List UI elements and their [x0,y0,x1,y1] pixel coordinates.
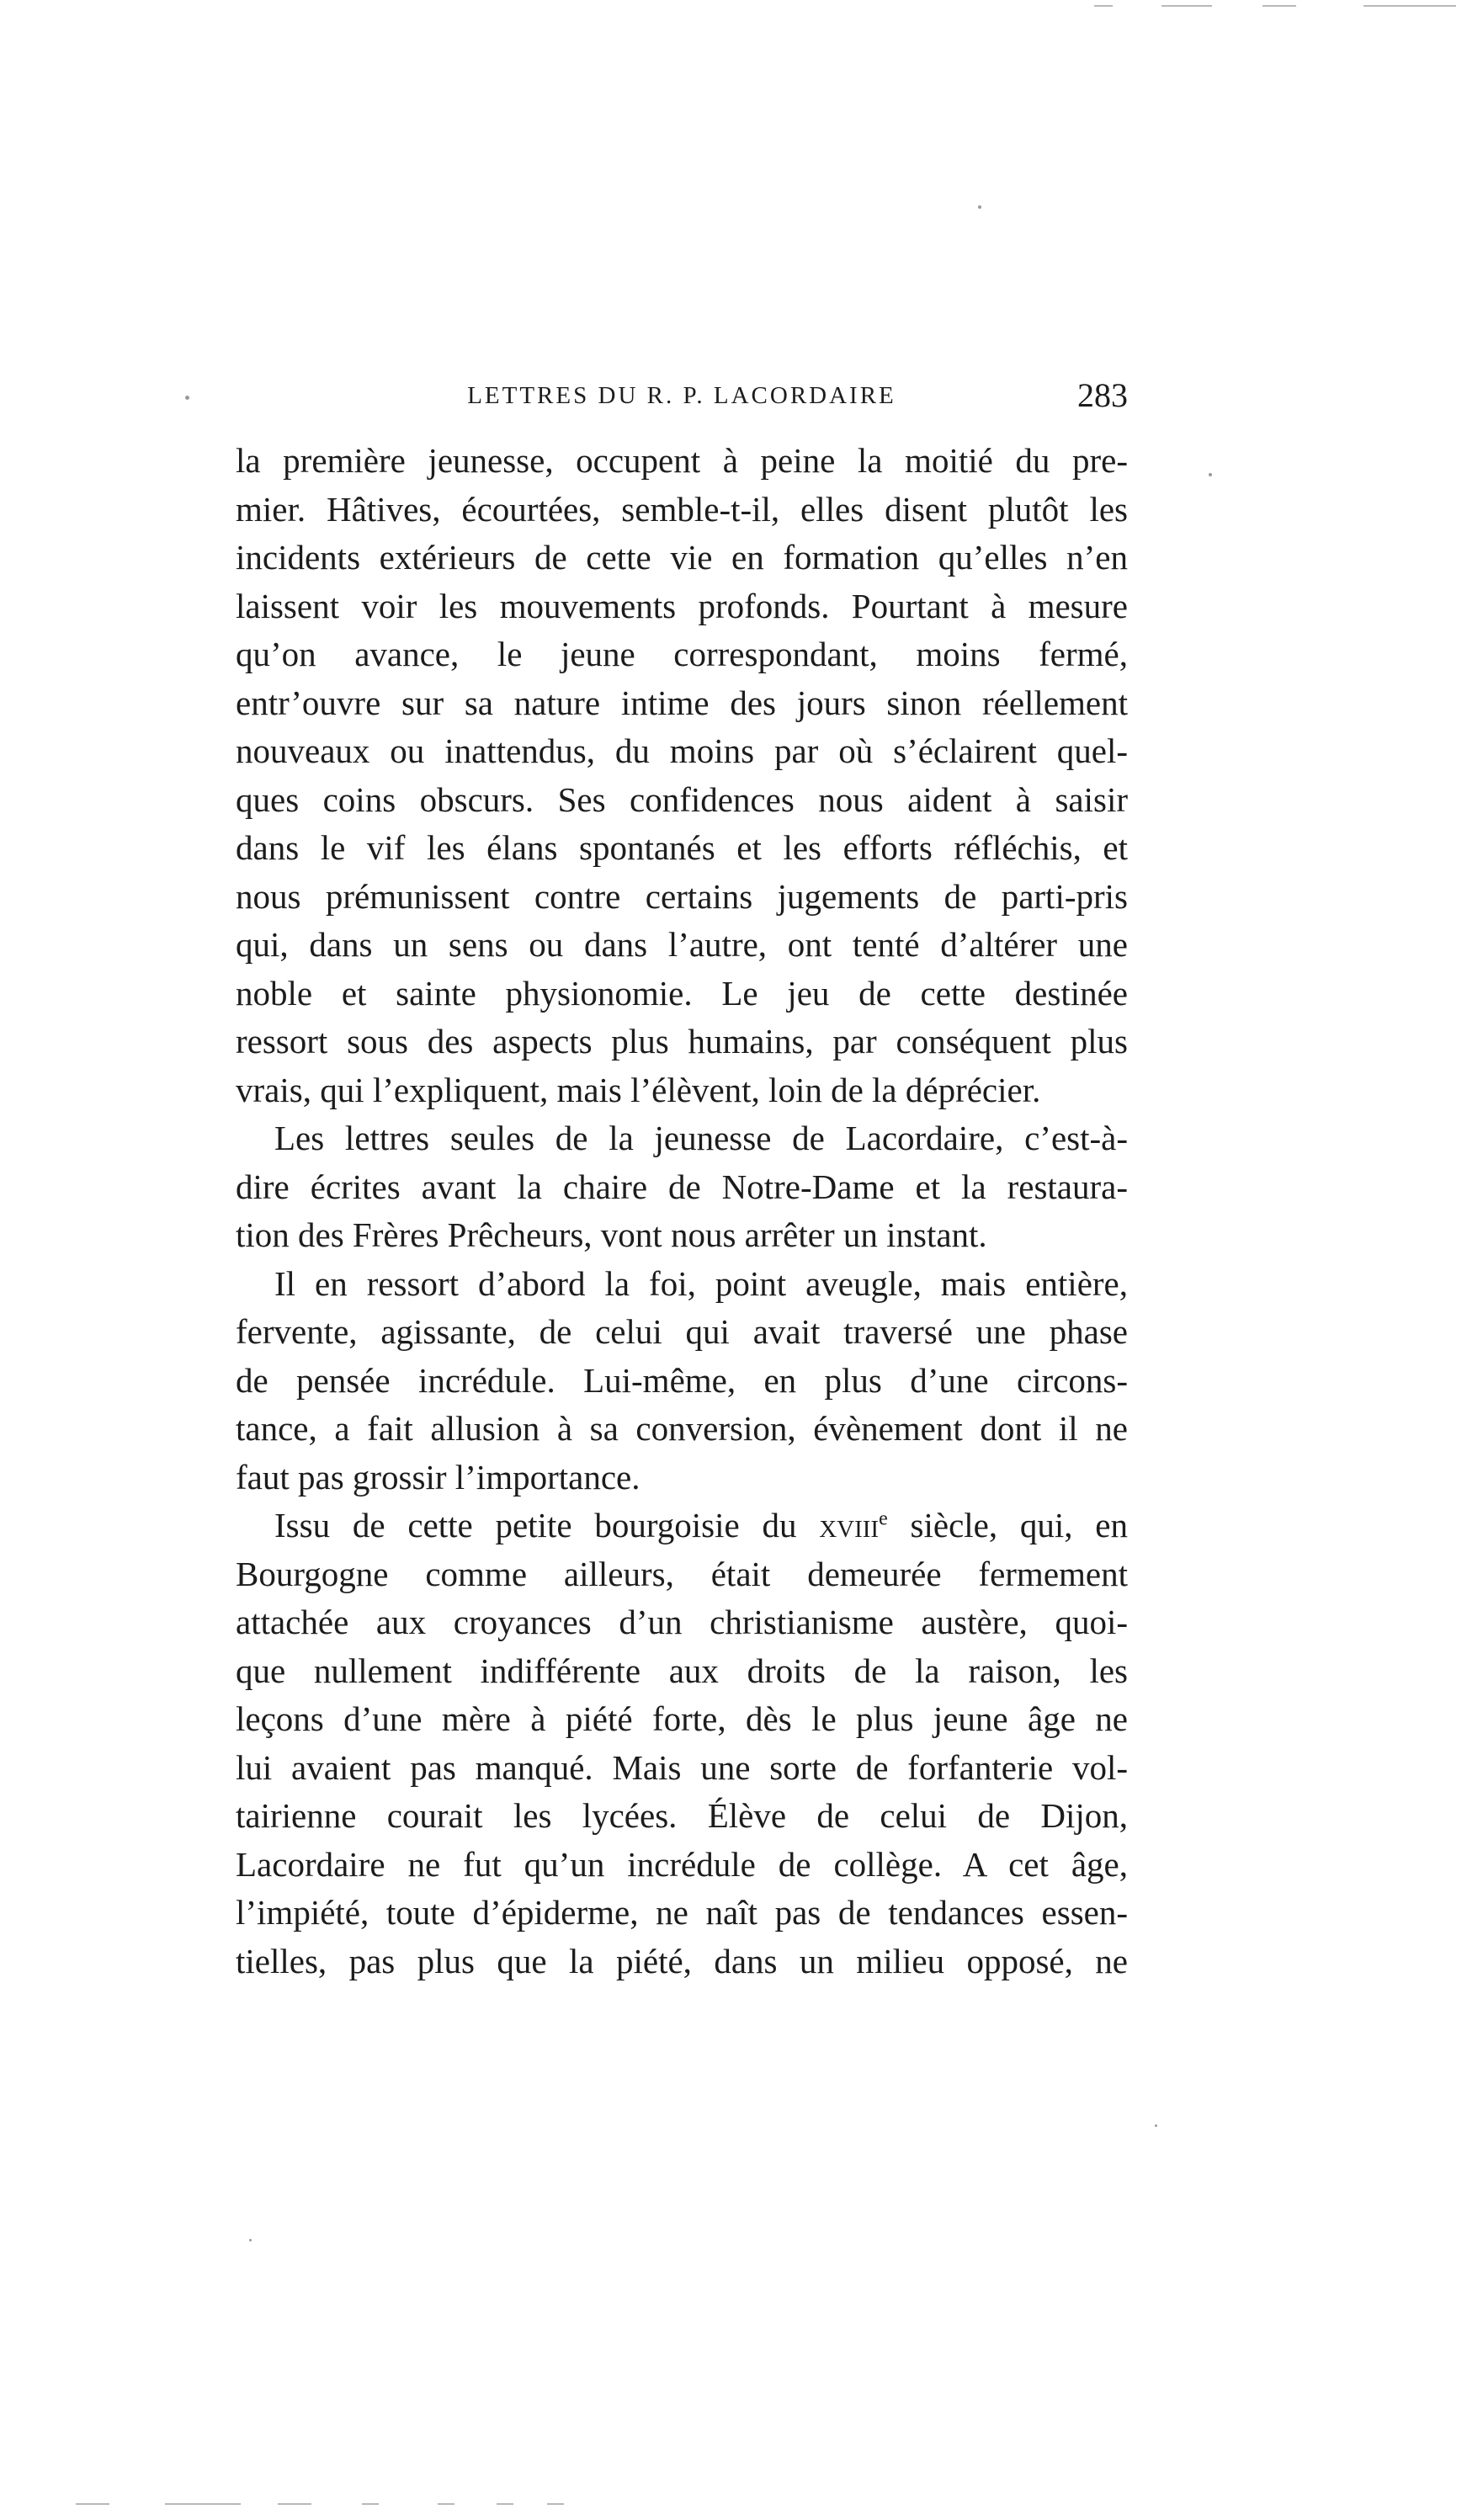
text-line: nouveaux ou inattendus, du moins par où s’éclairent quel- [236,731,1128,770]
line-segment: siècle, qui, en [887,1506,1129,1544]
text-line: noble et sainte physionomie. Le jeu de cette destinée [236,973,1128,1013]
text-line: nous prémunissent contre certains jugements de parti-pris [236,876,1128,916]
running-head: LETTRES DU R. P. LACORDAIRE [467,382,896,409]
text-line: Lacordaire ne fut qu’un incrédule de collège. A cet âge, [236,1844,1128,1884]
text-line: laissent voir les mouvements profonds. Pourtant à mesure [236,586,1128,625]
scan-edge-mark [362,2503,379,2505]
scan-edge-mark [547,2503,564,2505]
text-line: mier. Hâtives, écourtées, semble-t-il, elles disent plutôt les [236,489,1128,529]
page-number: 283 [1077,376,1128,414]
text-line: entr’ouvre sur sa nature intime des jours sinon réellement [236,683,1128,722]
text-line: que nullement indifférente aux droits de la raison, les [236,1651,1128,1690]
text-line: lui avaient pas manqué. Mais une sorte de forfanterie vol- [236,1747,1128,1787]
paragraph-start-line [236,1502,1128,1550]
text-line: qu’on avance, le jeune correspondant, moins fermé, [236,635,1128,673]
superscript-e: e [879,1507,888,1530]
text-line: la première jeunesse, occupent à peine la moitié du pre- [236,441,1128,480]
text-line: ques coins obscurs. Ses confidences nous aident à saisir [236,779,1128,819]
text-line: faut pas grossir l’importance. [236,1457,641,1497]
scan-edge-mark [76,2503,109,2505]
text-line: attachée aux croyances d’un christianisme austère, quoi- [236,1603,1128,1641]
text-line: fervente, agissante, de celui qui avait traversé une phase [236,1312,1128,1351]
text-line: ressort sous des aspects plus humains, par conséquent plus [236,1022,1128,1061]
page-header [236,370,1128,421]
body-text [236,437,1128,1986]
scan-edge-mark [278,2503,311,2505]
text-line: vrais, qui l’expliquent, mais l’élèvent, loin de la déprécier. [236,1070,1041,1109]
text-line: tance, a fait allusion à sa conversion, évènement dont il ne [236,1409,1128,1448]
scan-speck [249,2239,252,2241]
scan-speck [978,205,981,209]
text-line: leçons d’une mère à piété forte, dès le plus jeune âge ne [236,1699,1128,1738]
text-line: qui, dans un sens ou dans l’autre, ont tenté d’altérer une [236,925,1128,964]
scan-speck [1155,2124,1157,2127]
text-line: dire écrites avant la chaire de Notre-Dame et la restaura- [236,1167,1128,1206]
century-numeral: xviii [819,1506,880,1544]
text-line: tion des Frères Prêcheurs, vont nous arrêter un instant. [236,1215,987,1254]
text-line: Bourgogne comme ailleurs, était demeurée fermement [236,1554,1128,1593]
text-line: tielles, pas plus que la piété, dans un milieu opposé, ne [236,1941,1128,1980]
scan-edge-mark [1094,5,1113,7]
text-line: tairienne courait les lycées. Élève de celui de Dijon, [236,1796,1128,1835]
scan-speck [1209,473,1212,476]
scan-edge-mark [1161,5,1212,7]
text-line: incidents extérieurs de cette vie en formation qu’elles n’en [236,538,1128,577]
paragraph-start-line: Les lettres seules de la jeunesse de Lacordaire, c’est-à- [274,1119,1128,1157]
text-line: de pensée incrédule. Lui-même, en plus d’une circons- [236,1360,1128,1400]
scan-edge-mark [497,2503,513,2505]
scan-edge-mark [1262,5,1296,7]
scan-edge-mark [165,2503,241,2505]
text-line: dans le vif les élans spontanés et les efforts réfléchis, et [236,828,1128,867]
line-segment: Issu de cette petite bourgoisie du [274,1506,820,1544]
paragraph-start-line: Il en ressort d’abord la foi, point aveugle, mais entière, [274,1263,1128,1303]
scan-speck [185,396,189,400]
text-line: l’impiété, toute d’épiderme, ne naît pas de tendances essen- [236,1893,1128,1932]
scan-edge-mark [1363,5,1456,7]
scan-edge-mark [438,2503,454,2505]
